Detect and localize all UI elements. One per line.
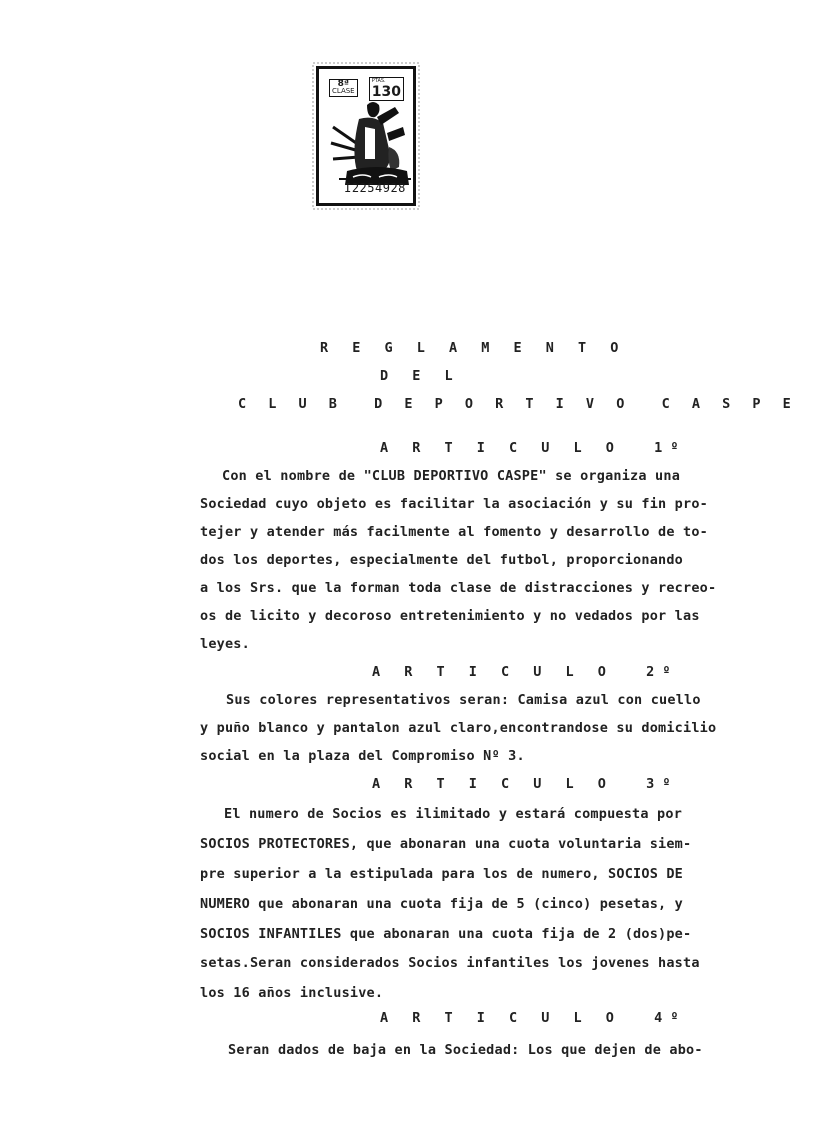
revenue-stamp	[310, 60, 422, 212]
article-4-title: A R T I C U L O 4º	[380, 1010, 687, 1026]
heading-line-2: D E L	[380, 368, 461, 384]
article-1-line: leyes.	[200, 636, 250, 652]
article-1-line: os de licito y decoroso entretenimiento y no vedados por las	[200, 608, 700, 624]
article-1-title: A R T I C U L O 1º	[380, 440, 687, 456]
article-2-title: A R T I C U L O 2º	[372, 664, 679, 680]
article-1-line: Sociedad cuyo objeto es facilitar la asociación y su fin pro-	[200, 496, 708, 512]
article-1-line: dos los deportes, especialmente del futbol, proporcionando	[200, 552, 684, 568]
article-1-line: tejer y atender más facilmente al fomento y desarrollo de to-	[200, 524, 708, 540]
article-3-line: los 16 años inclusive.	[200, 985, 384, 1001]
article-1-line: Con el nombre de "CLUB DEPORTIVO CASPE" se organiza una	[222, 468, 681, 484]
article-3-line: setas.Seran considerados Socios infantiles los jovenes hasta	[200, 955, 700, 971]
heading-line-1: R E G L A M E N T O	[320, 340, 627, 356]
article-3-line: SOCIOS PROTECTORES, que abonaran una cuota voluntaria siem-	[200, 836, 692, 852]
article-3-line: pre superior a la estipulada para los de numero, SOCIOS DE	[200, 866, 684, 882]
stamp-class-label: 8ª	[337, 79, 349, 89]
stamp-serial-number: I2254928	[339, 178, 411, 195]
heading-line-3: C L U B D E P O R T I V O C A S P E	[238, 396, 798, 412]
article-1-line: a los Srs. que la forman toda clase de distracciones y recreo-	[200, 580, 717, 596]
article-4-line: Seran dados de baja en la Sociedad: Los que dejen de abo-	[228, 1042, 703, 1058]
article-3-line: El numero de Socios es ilimitado y estará compuesta por	[224, 806, 683, 822]
article-3-line: SOCIOS INFANTILES que abonaran una cuota fija de 2 (dos)pe-	[200, 926, 692, 942]
stamp-value-unit: PTAS.	[371, 78, 386, 84]
article-2-line: social en la plaza del Compromiso Nº 3.	[200, 748, 525, 764]
article-2-line: Sus colores representativos seran: Camisa azul con cuello	[226, 692, 701, 708]
article-2-line: y puño blanco y pantalon azul claro,encontrandose su domicilio	[200, 720, 717, 736]
stamp-class-box	[329, 79, 358, 97]
article-3-title: A R T I C U L O 3º	[372, 776, 679, 792]
stamp-frame	[316, 66, 416, 206]
article-3-line: NUMERO que abonaran una cuota fija de 5 (cinco) pesetas, y	[200, 896, 684, 912]
stamp-figure-illustration	[329, 97, 417, 189]
stamp-value: 130	[371, 84, 401, 100]
stamp-class-word: CLASE	[332, 87, 355, 95]
